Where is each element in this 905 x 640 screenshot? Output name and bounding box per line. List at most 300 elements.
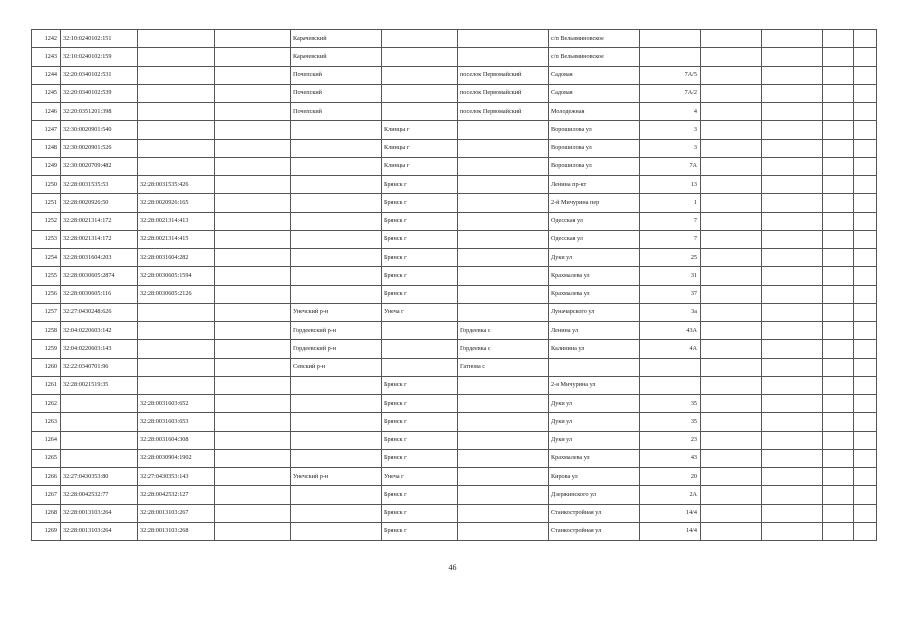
table-cell	[291, 395, 382, 413]
table-cell	[61, 395, 138, 413]
table-cell	[458, 176, 549, 194]
table-cell	[701, 395, 762, 413]
table-cell: 1267	[32, 486, 61, 504]
table-cell: Садовая	[549, 66, 640, 84]
table-cell: Садовая	[549, 84, 640, 102]
table-cell: 43	[640, 449, 701, 467]
table-cell	[854, 285, 877, 303]
table-cell	[61, 431, 138, 449]
table-cell	[382, 30, 458, 48]
table-cell	[823, 504, 854, 522]
table-cell: 1245	[32, 84, 61, 102]
table-cell	[762, 340, 823, 358]
table-cell: 32:28:0021314:413	[138, 212, 215, 230]
table-cell	[138, 303, 215, 321]
table-cell: 3	[640, 121, 701, 139]
table-cell: 2-й Мичурина пер	[549, 194, 640, 212]
table-cell	[458, 267, 549, 285]
table-cell: 43А	[640, 322, 701, 340]
table-cell	[854, 395, 877, 413]
table-cell	[701, 176, 762, 194]
table-cell: 32:22:0340701:96	[61, 358, 138, 376]
table-cell: 7А	[640, 157, 701, 175]
table-cell: 1261	[32, 376, 61, 394]
table-cell: 20	[640, 468, 701, 486]
table-cell	[458, 468, 549, 486]
table-cell	[823, 303, 854, 321]
table-cell	[138, 358, 215, 376]
table-cell	[215, 157, 291, 175]
table-cell	[291, 376, 382, 394]
table-row	[32, 66, 877, 84]
table-cell: 32:20:0351201:398	[61, 103, 138, 121]
table-cell: 32:28:0021519:35	[61, 376, 138, 394]
table-cell: 7	[640, 230, 701, 248]
table-cell	[762, 84, 823, 102]
table-cell	[762, 303, 823, 321]
table-cell	[854, 267, 877, 285]
table-cell: 1249	[32, 157, 61, 175]
table-cell: Дуки ул	[549, 249, 640, 267]
table-cell: Брянск г	[382, 285, 458, 303]
table-cell: 35	[640, 395, 701, 413]
table-cell	[762, 431, 823, 449]
table-cell	[854, 468, 877, 486]
table-cell: 32:28:0030605:1594	[138, 267, 215, 285]
data-table	[31, 29, 877, 541]
table-cell: 31	[640, 267, 701, 285]
table-cell: Почепский	[291, 103, 382, 121]
table-cell: 32:30:0020901:540	[61, 121, 138, 139]
table-cell	[138, 84, 215, 102]
table-cell	[138, 66, 215, 84]
table-cell	[458, 249, 549, 267]
table-cell: 1259	[32, 340, 61, 358]
table-cell	[291, 194, 382, 212]
table-cell	[854, 504, 877, 522]
table-cell	[291, 431, 382, 449]
table-cell: 32:30:0020709:482	[61, 157, 138, 175]
table-cell: Молодежная	[549, 103, 640, 121]
table-cell	[215, 267, 291, 285]
table-cell: Кирова ул	[549, 468, 640, 486]
table-row	[32, 522, 877, 540]
table-cell: 1244	[32, 66, 61, 84]
table-row	[32, 322, 877, 340]
table-cell: 32:04:0220603:143	[61, 340, 138, 358]
table-cell	[762, 449, 823, 467]
table-cell: Брянск г	[382, 431, 458, 449]
table-cell	[823, 486, 854, 504]
table-cell: 32:27:0430353:80	[61, 468, 138, 486]
table-cell: 1256	[32, 285, 61, 303]
table-cell	[823, 230, 854, 248]
table-cell: 32:04:0220603:142	[61, 322, 138, 340]
table-cell	[215, 468, 291, 486]
table-cell	[458, 48, 549, 66]
table-cell: 32:27:0430353:143	[138, 468, 215, 486]
table-cell: 32:10:0240102:151	[61, 30, 138, 48]
table-cell: Брянск г	[382, 230, 458, 248]
table-row	[32, 230, 877, 248]
table-cell: 32:28:0021314:415	[138, 230, 215, 248]
table-cell	[762, 322, 823, 340]
table-cell	[458, 303, 549, 321]
table-cell: 14/4	[640, 522, 701, 540]
table-cell	[458, 522, 549, 540]
table-cell	[138, 121, 215, 139]
table-cell	[823, 66, 854, 84]
table-cell: Дуки ул	[549, 413, 640, 431]
table-cell: 1266	[32, 468, 61, 486]
table-cell	[382, 322, 458, 340]
table-cell: 32:28:0030605:116	[61, 285, 138, 303]
table-cell: 32:27:0430248:626	[61, 303, 138, 321]
table-cell	[215, 340, 291, 358]
table-cell	[458, 194, 549, 212]
table-cell	[215, 504, 291, 522]
table-cell: Ворошилова ул	[549, 139, 640, 157]
table-cell: Ленина пр-кт	[549, 176, 640, 194]
table-cell: 32:30:0020901:526	[61, 139, 138, 157]
table-cell	[291, 449, 382, 467]
table-cell: с/п Вельяминовское	[549, 30, 640, 48]
table-cell: 32:28:0031604:308	[138, 431, 215, 449]
table-cell	[215, 376, 291, 394]
table-cell	[701, 121, 762, 139]
table-cell	[762, 285, 823, 303]
table-cell	[762, 121, 823, 139]
table-cell: Крахмалева ул	[549, 267, 640, 285]
table-cell	[823, 449, 854, 467]
table-cell	[382, 103, 458, 121]
table-cell: поселок Первомайский	[458, 84, 549, 102]
table-cell	[823, 121, 854, 139]
table-cell: Унеча г	[382, 303, 458, 321]
table-cell	[215, 194, 291, 212]
table-cell	[854, 522, 877, 540]
table-cell: Одесская ул	[549, 212, 640, 230]
table-cell: 1255	[32, 267, 61, 285]
table-cell	[823, 267, 854, 285]
table-cell	[854, 322, 877, 340]
table-cell	[291, 249, 382, 267]
table-row	[32, 468, 877, 486]
table-cell	[823, 103, 854, 121]
table-cell	[61, 413, 138, 431]
table-cell	[854, 212, 877, 230]
table-row	[32, 413, 877, 431]
table-cell: Дзержинского ул	[549, 486, 640, 504]
table-cell	[854, 103, 877, 121]
table-cell: 32:28:0013103:267	[138, 504, 215, 522]
table-cell: 1253	[32, 230, 61, 248]
table-cell: 7А/5	[640, 66, 701, 84]
table-cell	[823, 157, 854, 175]
table-cell	[823, 30, 854, 48]
table-cell	[701, 449, 762, 467]
page-number: 46	[448, 563, 457, 572]
table-row	[32, 139, 877, 157]
table-cell: 1252	[32, 212, 61, 230]
table-cell: Клинцы г	[382, 139, 458, 157]
table-cell	[762, 376, 823, 394]
table-cell	[762, 249, 823, 267]
table-cell	[458, 212, 549, 230]
table-cell	[215, 486, 291, 504]
table-cell: 4	[640, 103, 701, 121]
table-cell: Крахмалева ул	[549, 449, 640, 467]
table-cell	[382, 358, 458, 376]
table-cell: 32:28:0013103:268	[138, 522, 215, 540]
table-cell	[701, 486, 762, 504]
table-cell	[701, 340, 762, 358]
table-cell: 32:28:0020926:50	[61, 194, 138, 212]
table-cell	[823, 431, 854, 449]
table-row	[32, 267, 877, 285]
table-cell: 4А	[640, 340, 701, 358]
table-cell: 25	[640, 249, 701, 267]
table-cell	[762, 139, 823, 157]
table-cell: 1248	[32, 139, 61, 157]
table-cell	[762, 486, 823, 504]
table-cell: Брянск г	[382, 376, 458, 394]
table-cell	[291, 522, 382, 540]
table-cell	[291, 157, 382, 175]
table-cell: Брянск г	[382, 212, 458, 230]
table-cell	[458, 139, 549, 157]
table-cell	[823, 176, 854, 194]
table-cell	[701, 139, 762, 157]
table-cell: 1247	[32, 121, 61, 139]
table-row	[32, 431, 877, 449]
table-cell: 32:28:0021314:172	[61, 212, 138, 230]
table-cell	[291, 139, 382, 157]
table-cell	[291, 267, 382, 285]
table-cell: 37	[640, 285, 701, 303]
table-cell	[854, 376, 877, 394]
table-cell	[701, 66, 762, 84]
table-cell	[701, 48, 762, 66]
table-cell: 32:28:0013103:264	[61, 504, 138, 522]
table-row	[32, 30, 877, 48]
table-cell	[823, 522, 854, 540]
table-cell	[762, 48, 823, 66]
table-cell	[854, 157, 877, 175]
table-cell	[458, 449, 549, 467]
table-row	[32, 194, 877, 212]
table-cell: 1269	[32, 522, 61, 540]
table-cell: с/п Вельяминовское	[549, 48, 640, 66]
table-cell: 13	[640, 176, 701, 194]
table-cell	[823, 322, 854, 340]
table-cell: Карачевский	[291, 30, 382, 48]
table-cell: Унеча г	[382, 468, 458, 486]
table-row	[32, 84, 877, 102]
table-cell: 7А/2	[640, 84, 701, 102]
table-cell	[640, 358, 701, 376]
table-cell	[762, 103, 823, 121]
table-cell	[762, 468, 823, 486]
table-cell: 2А	[640, 486, 701, 504]
table-cell	[854, 139, 877, 157]
table-cell: 32:28:0030605:2126	[138, 285, 215, 303]
table-cell	[458, 121, 549, 139]
table-cell	[823, 249, 854, 267]
table-cell	[701, 522, 762, 540]
table-cell	[762, 212, 823, 230]
table-cell: Брянск г	[382, 413, 458, 431]
table-row	[32, 121, 877, 139]
table-row	[32, 157, 877, 175]
table-cell: Станкостройная ул	[549, 504, 640, 522]
table-cell: Клинцы г	[382, 157, 458, 175]
table-row	[32, 212, 877, 230]
table-cell: Гордеевка с	[458, 340, 549, 358]
table-row	[32, 449, 877, 467]
table-cell: Брянск г	[382, 395, 458, 413]
table-cell: 32:28:0030904:1902	[138, 449, 215, 467]
table-row	[32, 395, 877, 413]
table-cell	[215, 413, 291, 431]
table-cell	[138, 30, 215, 48]
table-cell: Севский р-н	[291, 358, 382, 376]
table-cell	[701, 358, 762, 376]
table-cell: 1258	[32, 322, 61, 340]
table-cell	[291, 285, 382, 303]
table-cell: 1265	[32, 449, 61, 467]
table-cell: Брянск г	[382, 176, 458, 194]
table-cell: Брянск г	[382, 522, 458, 540]
table-cell	[823, 340, 854, 358]
table-cell: 14/4	[640, 504, 701, 522]
table-cell	[215, 449, 291, 467]
table-cell: Ворошилова ул	[549, 157, 640, 175]
table-cell	[854, 121, 877, 139]
table-row	[32, 376, 877, 394]
table-cell	[823, 395, 854, 413]
table-cell	[215, 139, 291, 157]
table-cell	[138, 139, 215, 157]
table-row	[32, 103, 877, 121]
table-cell	[701, 30, 762, 48]
table-cell	[823, 468, 854, 486]
table-cell	[382, 66, 458, 84]
table-row	[32, 285, 877, 303]
table-cell	[701, 249, 762, 267]
table-cell	[215, 103, 291, 121]
table-cell: 32:28:0020926:165	[138, 194, 215, 212]
table-cell	[701, 194, 762, 212]
table-cell	[762, 395, 823, 413]
table-cell: поселок Первомайский	[458, 66, 549, 84]
table-cell	[701, 468, 762, 486]
table-cell	[291, 413, 382, 431]
table-cell: Брянск г	[382, 449, 458, 467]
table-cell	[215, 48, 291, 66]
table-cell: 1242	[32, 30, 61, 48]
table-cell	[762, 176, 823, 194]
table-cell: 32:28:0031535:53	[61, 176, 138, 194]
table-cell	[854, 230, 877, 248]
table-cell	[701, 376, 762, 394]
table-cell: 32:28:0030605:2874	[61, 267, 138, 285]
table-cell	[854, 303, 877, 321]
table-cell	[138, 48, 215, 66]
table-cell	[640, 30, 701, 48]
table-cell	[762, 194, 823, 212]
table-cell: 1251	[32, 194, 61, 212]
table-cell	[215, 176, 291, 194]
table-cell: 2-я Мичурина ул	[549, 376, 640, 394]
table-cell	[701, 212, 762, 230]
table-cell: Дуки ул	[549, 431, 640, 449]
table-cell: 1264	[32, 431, 61, 449]
table-cell	[854, 176, 877, 194]
table-row	[32, 48, 877, 66]
table-cell	[823, 48, 854, 66]
table-cell: 32:28:0031604:282	[138, 249, 215, 267]
table-cell	[854, 249, 877, 267]
table-cell: 3а	[640, 303, 701, 321]
table-cell: 3	[640, 139, 701, 157]
table-cell	[291, 230, 382, 248]
table-cell	[762, 157, 823, 175]
table-cell	[823, 413, 854, 431]
table-cell	[854, 66, 877, 84]
table-cell: Ворошилова ул	[549, 121, 640, 139]
table-cell	[701, 157, 762, 175]
table-cell: 1246	[32, 103, 61, 121]
table-cell: Брянск г	[382, 267, 458, 285]
table-cell	[640, 376, 701, 394]
table-cell	[854, 431, 877, 449]
table-cell	[215, 121, 291, 139]
table-cell	[458, 486, 549, 504]
table-cell	[458, 285, 549, 303]
table-cell	[458, 413, 549, 431]
table-row	[32, 504, 877, 522]
table-cell: Крахмалева ул	[549, 285, 640, 303]
table-cell	[854, 449, 877, 467]
table-cell	[854, 340, 877, 358]
table-cell	[823, 84, 854, 102]
table-cell	[382, 84, 458, 102]
table-row	[32, 358, 877, 376]
table-cell: Клинцы г	[382, 121, 458, 139]
table-cell	[382, 48, 458, 66]
table-cell: 1	[640, 194, 701, 212]
table-cell: 32:20:0340102:539	[61, 84, 138, 102]
table-row	[32, 249, 877, 267]
table-cell	[701, 322, 762, 340]
table-cell: Унечский р-н	[291, 303, 382, 321]
table-cell	[138, 157, 215, 175]
table-cell	[854, 194, 877, 212]
table-cell: Брянск г	[382, 504, 458, 522]
table-cell	[291, 176, 382, 194]
table-cell	[215, 249, 291, 267]
table-cell: Калинина ул	[549, 340, 640, 358]
table-cell: 1268	[32, 504, 61, 522]
table-cell	[762, 504, 823, 522]
table-cell: 32:28:0031604:203	[61, 249, 138, 267]
table-cell	[823, 212, 854, 230]
table-cell: Ленина ул	[549, 322, 640, 340]
table-cell	[762, 230, 823, 248]
table-cell	[701, 267, 762, 285]
table-cell	[458, 395, 549, 413]
